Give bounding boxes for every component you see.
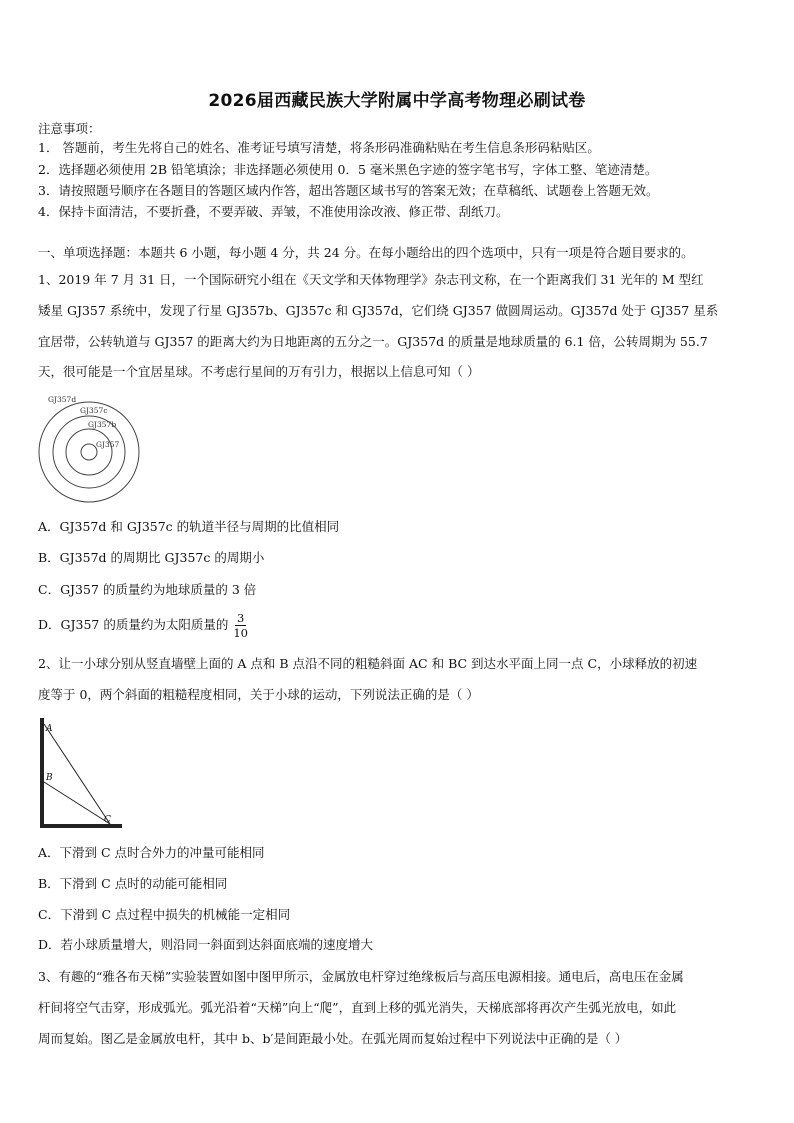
slope-bc: [44, 782, 110, 824]
q2-option-d: D．若小球质量增大，则沿同一斜面到达斜面底端的速度增大: [38, 937, 374, 952]
notice-item-3: 3．请按照题号顺序在各题目的答题区域内作答，超出答题区域书写的答案无效；在草稿纸、试题卷上答题无效。: [38, 183, 659, 198]
incline-diagram: [38, 716, 128, 831]
q2-option-c: C．下滑到 C 点过程中损失的机械能一定相同: [38, 907, 291, 922]
notice-heading: 注意事项：: [38, 121, 101, 136]
point-a-label: A: [46, 724, 53, 734]
q2-option-a: A．下滑到 C 点时合外力的冲量可能相同: [38, 845, 265, 860]
fraction-denominator: 10: [233, 626, 248, 640]
label-gj357c: GJ357c: [80, 406, 108, 415]
q1-line-2: 矮星 GJ357 系统中，发现了行星 GJ357b、GJ357c 和 GJ357d，它们绕 GJ357 做圆周运动。GJ357d 处于 GJ357 星系: [38, 303, 719, 318]
orbit-diagram: [38, 392, 148, 507]
q1-option-c: C．GJ357 的质量约为地球质量的 3 倍: [38, 582, 257, 597]
point-c-label: C: [104, 815, 111, 825]
q1-option-b: B．GJ357d 的周期比 GJ357c 的周期小: [38, 550, 265, 565]
q3-line-3: 周而复始。图乙是金属放电杆，其中 b、b′是间距最小处。在弧光周而复始过程中下列说法中正确的是（ ）: [38, 1031, 628, 1046]
vertical-wall: [40, 718, 44, 828]
fraction-numerator: 3: [237, 611, 245, 625]
q1-line-3: 宜居带，公转轨道与 GJ357 的距离大约为日地距离的五分之一。GJ357d 的质量是地球质量的 6.1 倍，公转周期为 55.7: [38, 334, 708, 349]
orbit-gj357d: [39, 402, 139, 502]
notice-item-4: 4．保持卡面清洁，不要折叠，不要弄破、弄皱，不准使用涂改液、修正带、刮纸刀。: [38, 204, 509, 219]
fraction: [231, 612, 250, 639]
q3-line-2: 杆间将空气击穿，形成弧光。弧光沿着“天梯”向上“爬”，直到上移的弧光消失，天梯底部将再次产生弧光放电，如此: [38, 1000, 677, 1015]
q1-option-a: A．GJ357d 和 GJ357c 的轨道半径与周期的比值相同: [38, 519, 340, 534]
q2-line-2: 度等于 0，两个斜面的粗糙程度相同，关于小球的运动，下列说法正确的是（ ）: [38, 687, 479, 702]
q1-line-4: 天，很可能是一个宜居星球。不考虑行星间的万有引力，根据以上信息可知（ ）: [38, 364, 480, 379]
star-gj357: [81, 444, 97, 460]
q1-line-1: 1、2019 年 7 月 31 日，一个国际研究小组在《天文学和天体物理学》杂志刊文称，在一个距离我们 31 光年的 M 型红: [38, 272, 704, 287]
orbit-gj357b: [66, 429, 112, 475]
notice-item-2: 2．选择题必须使用 2B 铅笔填涂；非选择题必须使用 0．5 毫米黑色字迹的签字笔书写，字体工整、笔迹清楚。: [38, 162, 658, 177]
point-b-label: B: [46, 773, 53, 783]
exam-title: 2026届西藏民族大学附属中学高考物理必刷试卷: [208, 91, 586, 111]
slope-ac: [44, 724, 110, 824]
notice-item-1: 1． 答题前，考生先将自己的姓名、准考证号填写清楚，将条形码准确粘贴在考生信息条形码粘贴区。: [38, 140, 600, 155]
q2-option-b: B．下滑到 C 点时的动能可能相同: [38, 876, 228, 891]
label-gj357: GJ357: [96, 440, 120, 449]
section-heading: 一、单项选择题：本题共 6 小题，每小题 4 分，共 24 分。在每小题给出的四个选项中，只有一项是符合题目要求的。: [38, 245, 694, 260]
q1-option-d-text: D．GJ357 的质量约为太阳质量的: [38, 617, 229, 632]
q1-option-d: [38, 610, 758, 640]
label-gj357b: GJ357b: [88, 420, 117, 429]
q2-line-1: 2、让一小球分别从竖直墙壁上面的 A 点和 B 点沿不同的粗糙斜面 AC 和 BC 到达水平面上同一点 C，小球释放的初速: [38, 656, 698, 671]
q3-line-1: 3、有趣的“雅各布天梯”实验装置如图中图甲所示，金属放电杆穿过绝缘板后与高压电源相接。通电后，高电压在金属: [38, 969, 684, 984]
label-gj357d: GJ357d: [48, 395, 77, 404]
